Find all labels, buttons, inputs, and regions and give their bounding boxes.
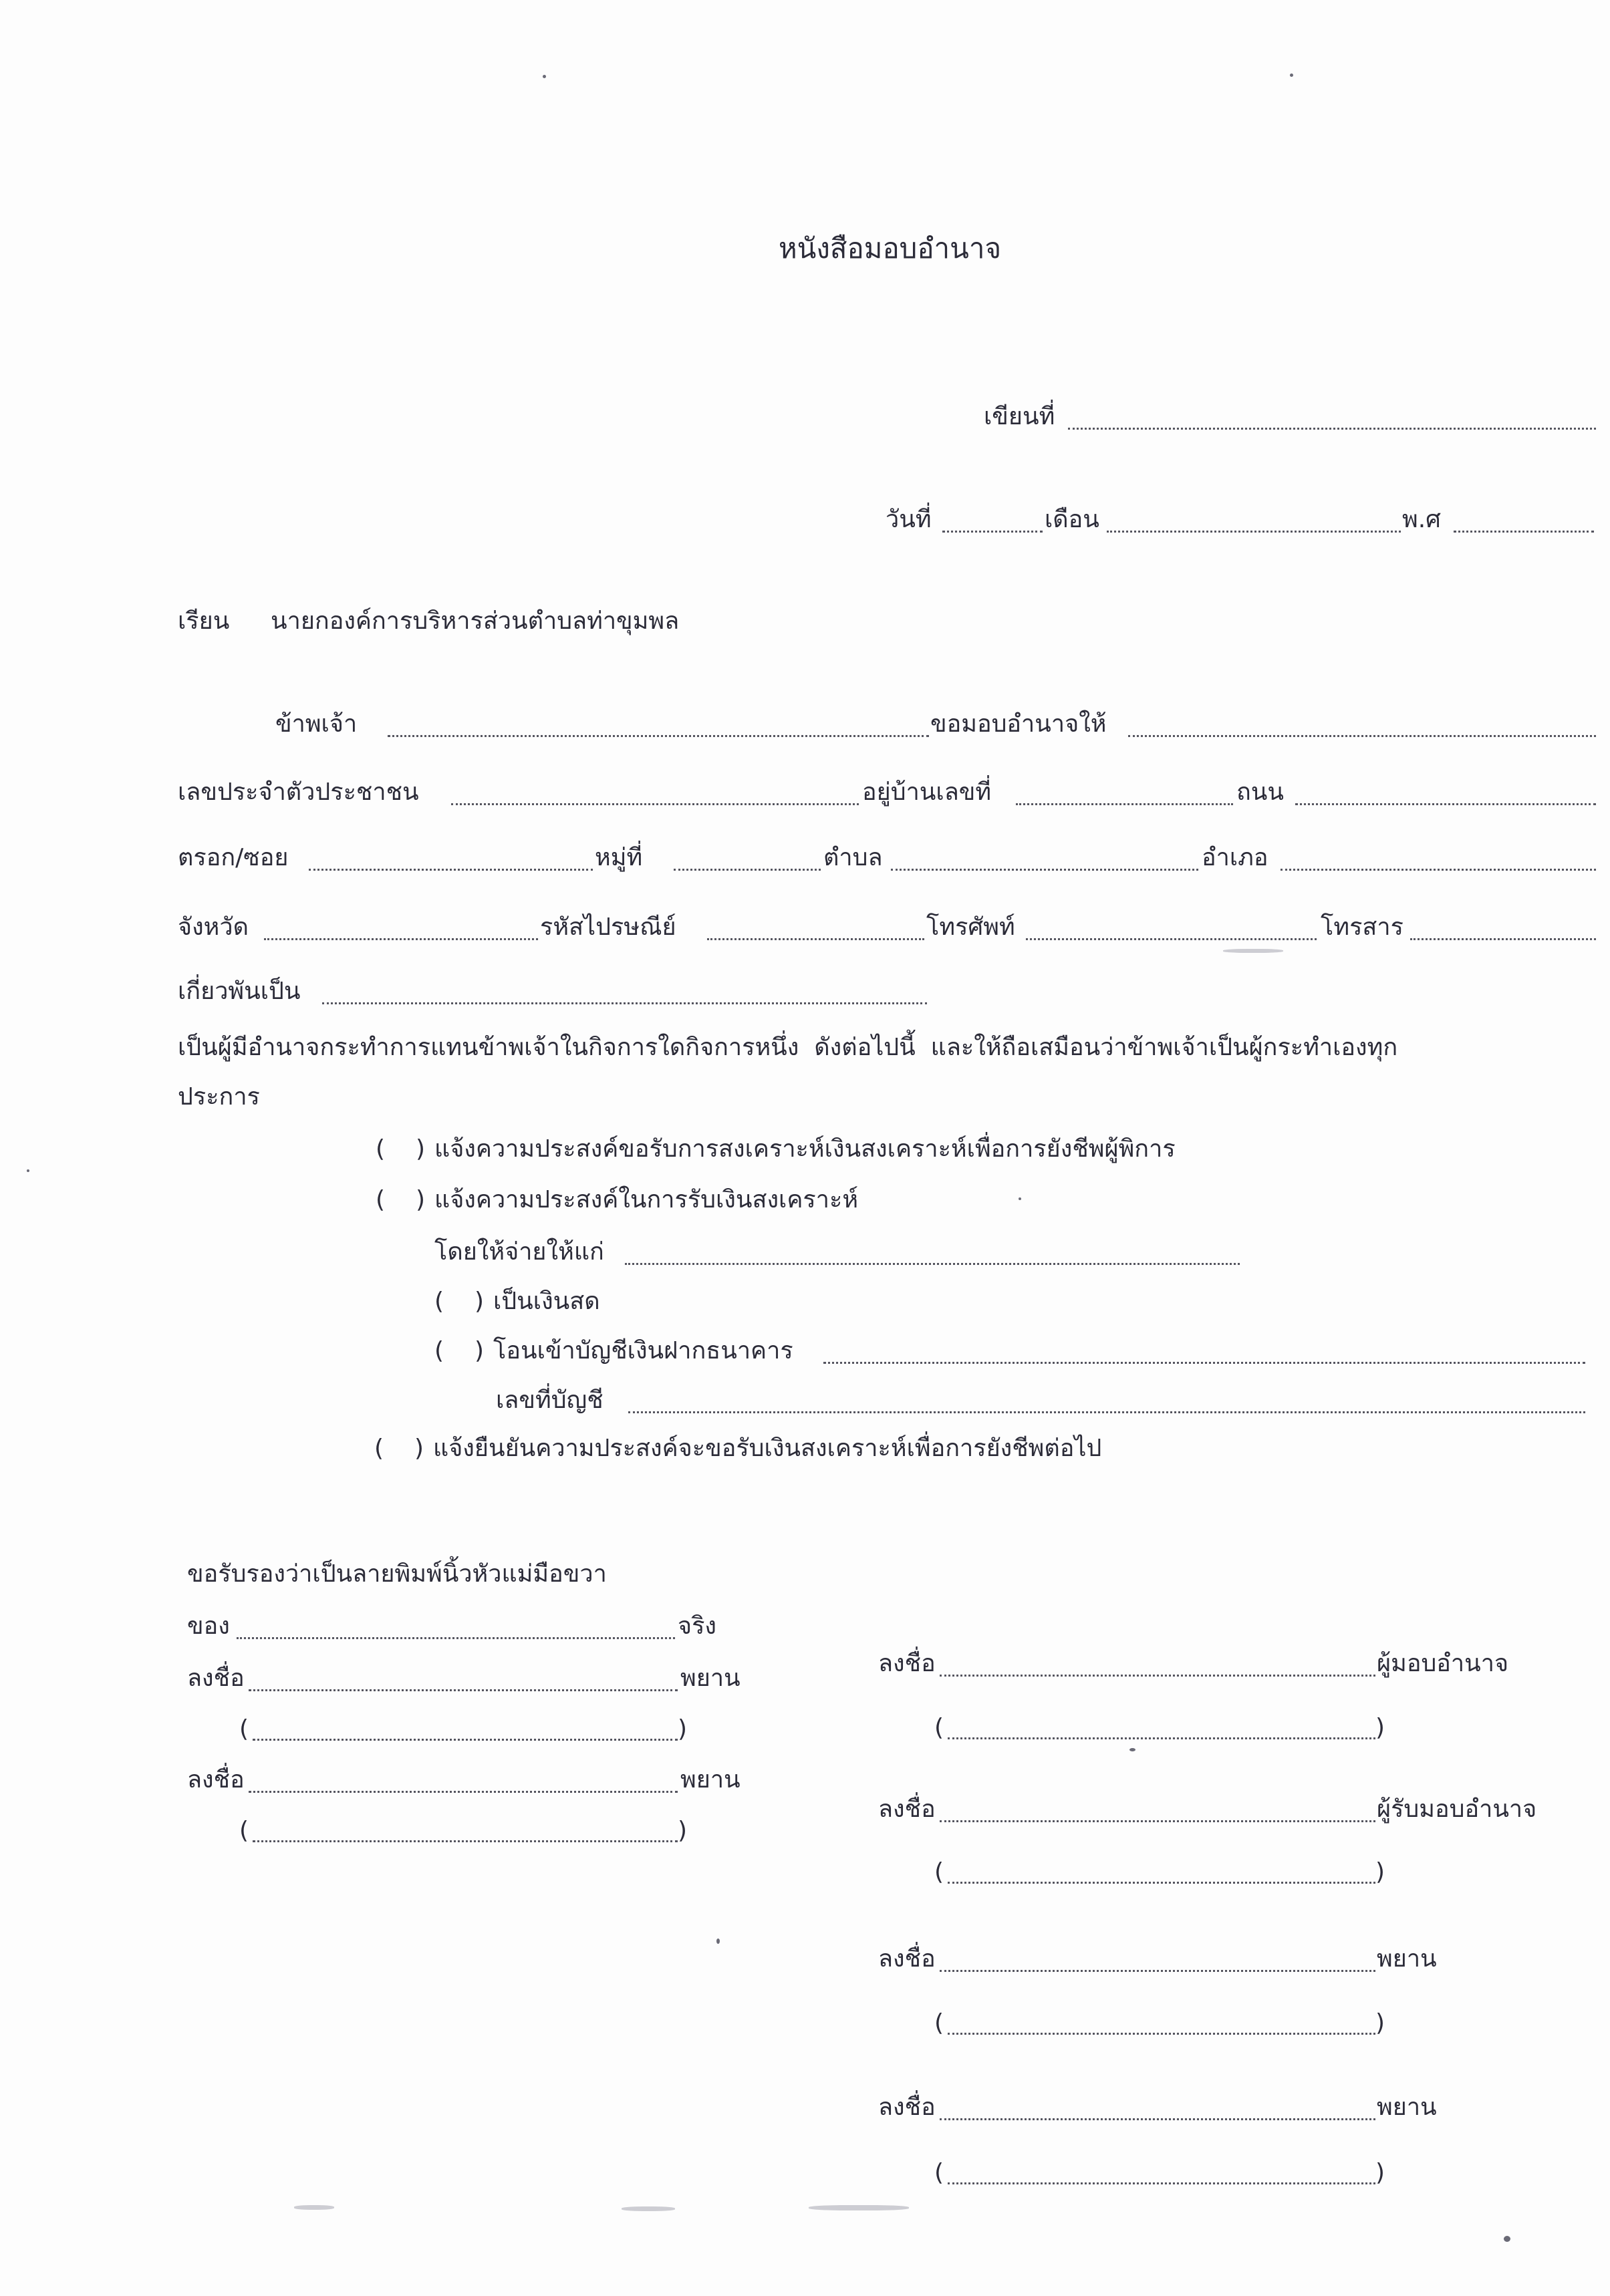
road-label: ถนน (1236, 778, 1285, 806)
certify-witness1-label: พยาน (680, 1665, 741, 1692)
scan-smudge (294, 2205, 334, 2210)
grantor-name-open: ( (934, 1714, 944, 1741)
district-label: อำเภอ (1202, 844, 1268, 871)
option1-checkbox-close[interactable]: ) (416, 1135, 426, 1163)
house-no-label: อยู่บ้านเลขที่ (862, 778, 992, 806)
cash-checkbox-open[interactable]: ( (434, 1288, 444, 1315)
option2-text: แจ้งความประสงค์ในการรับเงินสงเคราะห์ (434, 1186, 859, 1213)
certify-sign-label-1: ลงชื่อ (187, 1665, 245, 1692)
to-prefix: เรียน (178, 607, 230, 635)
scan-speck (1504, 2236, 1510, 2242)
bank-name-field[interactable] (823, 1362, 1585, 1364)
phone-label: โทรศัพท์ (926, 913, 1015, 941)
certify-witness1-name-open: ( (239, 1715, 249, 1743)
fax-label: โทรสาร (1321, 913, 1403, 941)
certify-heading: ขอรับรองว่าเป็นลายพิมพ์นิ้วหัวแม่มือขวา (187, 1560, 607, 1588)
certify-sign-label-2: ลงชื่อ (187, 1766, 245, 1793)
document-title: หนังสือมอบอำนาจ (779, 232, 1002, 265)
grantor-name-field[interactable] (388, 735, 929, 737)
certify-witness2-label: พยาน (680, 1766, 741, 1793)
subdistrict-label: ตำบล (823, 844, 883, 871)
relation-field[interactable] (322, 1002, 927, 1004)
postcode-field[interactable] (707, 938, 924, 940)
option2-checkbox-open[interactable]: ( (376, 1186, 386, 1213)
scan-speck (543, 75, 546, 78)
date-label: วันที่ (886, 506, 932, 533)
witness2-name-close: ) (1375, 2159, 1385, 2186)
scan-speck (1129, 1748, 1135, 1751)
option3-checkbox-close[interactable]: ) (414, 1435, 424, 1462)
month-label: เดือน (1045, 506, 1099, 533)
grantee-name-close: ) (1375, 1858, 1385, 1886)
witness2-name-open: ( (934, 2159, 944, 2186)
grantee-sign-label: ลงชื่อ (878, 1796, 936, 1823)
grantor-name-field[interactable] (948, 1737, 1375, 1739)
postcode-label: รหัสไปรษณีย์ (540, 913, 676, 941)
option3-checkbox-open[interactable]: ( (374, 1435, 384, 1462)
i-label: ข้าพเจ้า (275, 710, 358, 738)
scan-speck (27, 1169, 29, 1172)
certify-of-field[interactable] (237, 1637, 675, 1639)
id-label: เลขประจำตัวประชาชน (178, 778, 419, 806)
cash-checkbox-close[interactable]: ) (475, 1288, 485, 1315)
grantor-name-close: ) (1375, 1714, 1385, 1741)
id-number-field[interactable] (451, 803, 859, 805)
pay-to-label: โดยให้จ่ายให้แก่ (434, 1238, 604, 1266)
road-field[interactable] (1295, 803, 1596, 805)
account-no-label: เลขที่บัญชี (496, 1387, 603, 1414)
scan-speck (1019, 1197, 1021, 1200)
witness1-name-field[interactable] (948, 2033, 1375, 2035)
village-label: หมู่ที่ (595, 844, 643, 871)
alley-label: ตรอก/ซอย (178, 844, 289, 871)
option1-text: แจ้งความประสงค์ขอรับการสงเคราะห์เงินสงเคราะห์เพื่อการยังชีพผู้พิการ (434, 1135, 1176, 1163)
certify-witness2-name-close: ) (678, 1817, 688, 1844)
certify-witness1-name-field[interactable] (253, 1739, 678, 1741)
year-field[interactable] (1454, 531, 1594, 533)
written-at-label: เขียนที่ (984, 403, 1055, 430)
authority-text-line1: เป็นผู้มีอำนาจกระทำการแทนข้าพเจ้าในกิจการใดกิจการหนึ่ง ดังต่อไปนี้ และให้ถือเสมือนว่าข้าพเจ้าเป็นผู้กระทำเองทุก (178, 1034, 1398, 1061)
district-field[interactable] (1281, 869, 1596, 871)
cash-option-text: เป็นเงินสด (493, 1288, 600, 1315)
option1-checkbox-open[interactable]: ( (376, 1135, 386, 1163)
certify-of-label: ของ (187, 1612, 230, 1640)
house-no-field[interactable] (1016, 803, 1233, 805)
scan-smudge (809, 2205, 909, 2210)
certify-witness2-sign-field[interactable] (249, 1791, 678, 1793)
certify-true-label: จริง (678, 1612, 717, 1640)
witness2-sign-label: ลงชื่อ (878, 2094, 936, 2121)
province-field[interactable] (264, 938, 538, 940)
alley-field[interactable] (309, 869, 593, 871)
month-field[interactable] (1107, 531, 1401, 533)
option3-text: แจ้งยืนยันความประสงค์จะขอรับเงินสงเคราะห์เพื่อการยังชีพต่อไป (433, 1435, 1102, 1462)
grantor-sign-label: ลงชื่อ (878, 1650, 936, 1677)
certify-witness2-name-field[interactable] (253, 1840, 678, 1842)
scan-speck (1290, 74, 1293, 77)
bank-checkbox-close[interactable]: ) (475, 1337, 485, 1365)
authority-text-line2: ประการ (178, 1083, 260, 1111)
witness1-name-open: ( (934, 2009, 944, 2037)
subdistrict-field[interactable] (891, 869, 1198, 871)
witness1-sign-field[interactable] (940, 1970, 1375, 1972)
bank-transfer-text: โอนเข้าบัญชีเงินฝากธนาคาร (493, 1337, 793, 1365)
scan-speck (716, 1939, 720, 1944)
grantee-role-label: ผู้รับมอบอำนาจ (1377, 1796, 1537, 1823)
account-no-field[interactable] (628, 1411, 1585, 1413)
grant-to-label: ขอมอบอำนาจให้ (930, 710, 1107, 738)
witness2-sign-field[interactable] (940, 2118, 1375, 2120)
witness2-role-label: พยาน (1377, 2094, 1437, 2121)
to-name: นายกองค์การบริหารส่วนตำบลท่าขุมพล (271, 607, 680, 635)
grantor-role-label: ผู้มอบอำนาจ (1377, 1650, 1509, 1677)
grantor-sign-field[interactable] (940, 1675, 1375, 1677)
village-field[interactable] (674, 869, 821, 871)
fax-field[interactable] (1410, 938, 1596, 940)
year-label: พ.ศ (1402, 506, 1442, 533)
relation-label: เกี่ยวพันเป็น (178, 978, 301, 1005)
date-field[interactable] (942, 531, 1043, 533)
phone-field[interactable] (1026, 938, 1317, 940)
witness2-name-field[interactable] (948, 2182, 1375, 2184)
option2-checkbox-close[interactable]: ) (416, 1186, 426, 1213)
pay-to-field[interactable] (625, 1263, 1240, 1265)
witness1-role-label: พยาน (1377, 1945, 1437, 1973)
witness1-sign-label: ลงชื่อ (878, 1945, 936, 1973)
certify-witness2-name-open: ( (239, 1817, 249, 1844)
grantee-name-field[interactable] (948, 1882, 1375, 1884)
certify-witness1-name-close: ) (678, 1715, 688, 1743)
scan-smudge (1223, 949, 1283, 953)
scan-smudge (622, 2206, 675, 2211)
written-at-field[interactable] (1068, 428, 1596, 430)
witness1-name-close: ) (1375, 2009, 1385, 2037)
grantee-name-field[interactable] (1128, 735, 1596, 737)
grantee-name-open: ( (934, 1858, 944, 1886)
certify-witness1-sign-field[interactable] (249, 1689, 678, 1691)
grantee-sign-field[interactable] (940, 1820, 1375, 1822)
province-label: จังหวัด (178, 913, 249, 941)
bank-checkbox-open[interactable]: ( (434, 1337, 444, 1365)
